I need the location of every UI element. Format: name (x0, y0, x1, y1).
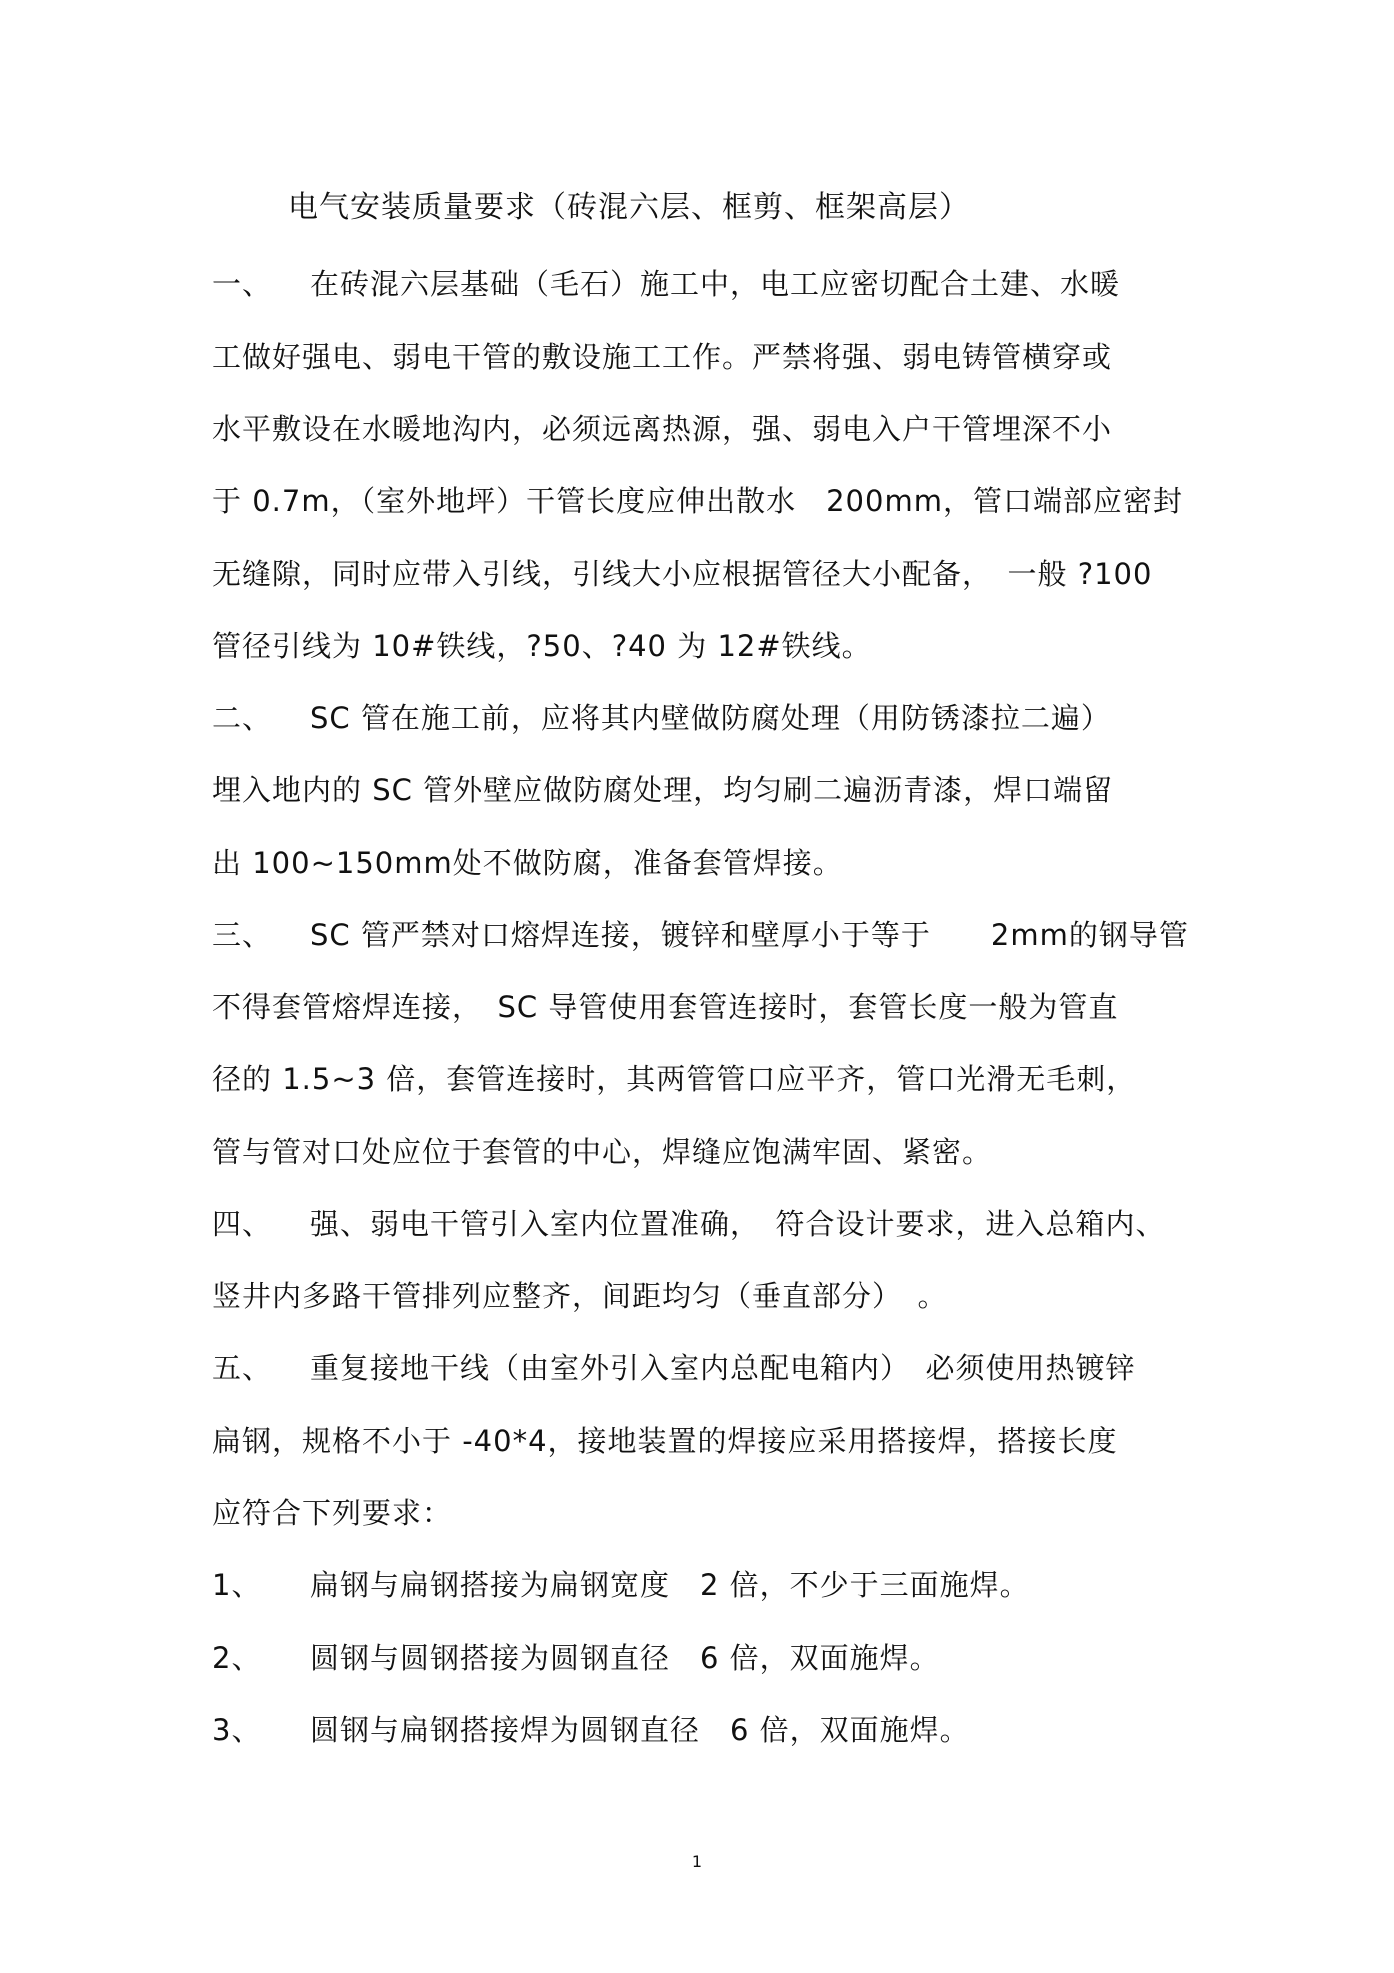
line-text: 无缝隙，同时应带入引线，引线大小应根据管径大小配备， 一般 ?100 (212, 557, 1153, 591)
line-text: 竖井内多路干管排列应整齐，间距均匀（垂直部分） 。 (212, 1279, 948, 1313)
text-line (212, 1057, 1136, 1101)
text-line (212, 335, 1112, 379)
line-text: 于 0.7m，（室外地坪）干管长度应伸出散水 200mm，管口端部应密封 (212, 484, 1183, 518)
line-text: 扁钢，规格不小于 -40*4，接地装置的焊接应采用搭接焊，搭接长度 (212, 1424, 1118, 1458)
text-line (212, 1274, 948, 1318)
text-line (212, 841, 843, 885)
line-text: 出 100~150mm处不做防腐，准备套管焊接。 (212, 846, 843, 880)
line-text: 圆钢与圆钢搭接为圆钢直径 6 倍，双面施焊。 (310, 1641, 940, 1675)
text-line (212, 768, 1113, 812)
text-line (212, 1636, 940, 1680)
line-text: 径的 1.5~3 倍，套管连接时，其两管管口应平齐，管口光滑无毛刺， (212, 1062, 1137, 1096)
section-number: 二、 (212, 701, 273, 735)
text-line (212, 407, 1112, 451)
line-text: 工做好强电、弱电干管的敷设施工工作。严禁将强、弱电铸管横穿或 (212, 340, 1113, 374)
text-line (212, 1130, 992, 1174)
text-line (212, 985, 1118, 1029)
list-number: 3、 (212, 1713, 262, 1747)
line-text: 管径引线为 10#铁线，?50、?40 为 12#铁线。 (212, 629, 872, 663)
text-line (212, 1202, 1166, 1246)
document-title: 电气安装质量要求（砖混六层、框剪、框架高层） (288, 190, 970, 225)
line-text: 重复接地干线（由室外引入室内总配电箱内） 必须使用热镀锌 (310, 1351, 1136, 1385)
text-line (212, 913, 1189, 957)
line-text: 埋入地内的 SC 管外壁应做防腐处理，均匀刷二遍沥青漆，焊口端留 (212, 773, 1114, 807)
line-text: 在砖混六层基础（毛石）施工中，电工应密切配合土建、水暖 (310, 267, 1121, 301)
text-line (212, 1346, 1136, 1390)
line-text: 不得套管熔焊连接， SC 导管使用套管连接时，套管长度一般为管直 (212, 990, 1119, 1024)
text-line (212, 552, 1152, 596)
line-text: SC 管严禁对口熔焊连接，镀锌和壁厚小于等于 2mm的钢导管 (310, 918, 1189, 952)
text-line (212, 1708, 970, 1752)
line-text: 水平敷设在水暖地沟内，必须远离热源，强、弱电入户干管埋深不小 (212, 412, 1113, 446)
section-number: 一、 (212, 267, 273, 301)
list-number: 1、 (212, 1568, 262, 1602)
text-line (212, 696, 1111, 740)
line-text: 应符合下列要求： (212, 1496, 453, 1530)
page-number: 1 (691, 1852, 703, 1871)
list-number: 2、 (212, 1641, 262, 1675)
text-line (212, 479, 1183, 523)
text-line (212, 624, 872, 668)
section-number: 三、 (212, 918, 273, 952)
section-number: 四、 (212, 1207, 273, 1241)
text-line (212, 262, 1120, 306)
line-text: 管与管对口处应位于套管的中心，焊缝应饱满牢固、紧密。 (212, 1135, 993, 1169)
text-line (212, 1491, 452, 1535)
line-text: 扁钢与扁钢搭接为扁钢宽度 2 倍，不少于三面施焊。 (310, 1568, 1030, 1602)
section-number: 五、 (212, 1351, 273, 1385)
text-line (212, 1563, 1030, 1607)
text-line (212, 1419, 1118, 1463)
line-text: 强、弱电干管引入室内位置准确， 符合设计要求，进入总箱内、 (310, 1207, 1166, 1241)
line-text: SC 管在施工前，应将其内壁做防腐处理（用防锈漆拉二遍） (310, 701, 1111, 735)
line-text: 圆钢与扁钢搭接焊为圆钢直径 6 倍，双面施焊。 (310, 1713, 970, 1747)
